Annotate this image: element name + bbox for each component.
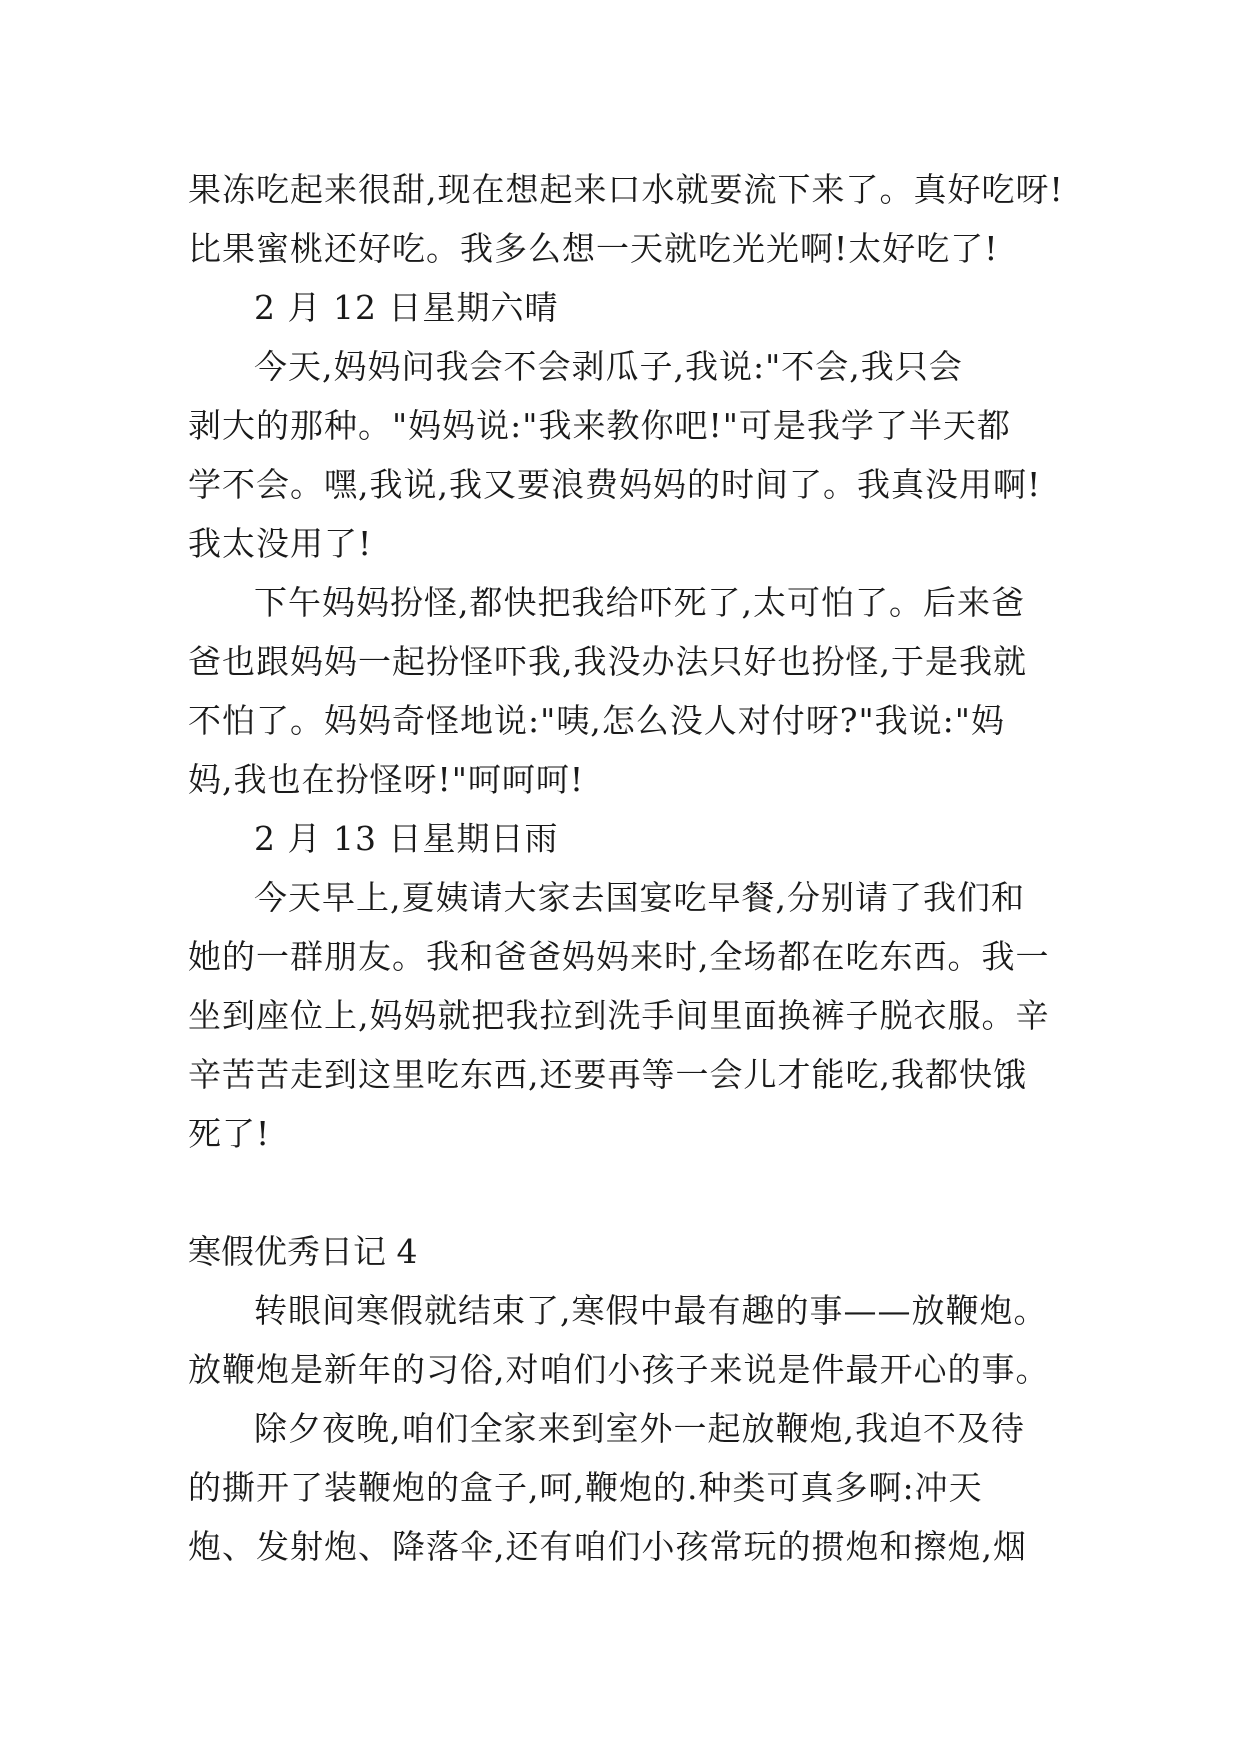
paragraph-line: 转眼间寒假就结束了,寒假中最有趣的事——放鞭炮。 bbox=[254, 1291, 1048, 1330]
paragraph-line: 2 月 12 日星期六晴 bbox=[254, 288, 559, 327]
section-gap bbox=[188, 1163, 1068, 1222]
paragraph-line: 比果蜜桃还好吃。我多么想一天就吃光光啊!太好吃了! bbox=[188, 229, 999, 268]
paragraph-line: 除夕夜晚,咱们全家来到室外一起放鞭炮,我迫不及待 bbox=[254, 1409, 1025, 1448]
paragraph-line: 我太没用了! bbox=[188, 524, 373, 563]
paragraph-line: 爸也跟妈妈一起扮怪吓我,我没办法只好也扮怪,于是我就 bbox=[188, 642, 1027, 681]
document-page bbox=[188, 160, 1068, 1576]
paragraph-line: 的撕开了装鞭炮的盒子,呵,鞭炮的.种类可真多啊:冲天 bbox=[188, 1468, 983, 1507]
paragraph-line: 今天,妈妈问我会不会剥瓜子,我说:"不会,我只会 bbox=[254, 347, 963, 386]
paragraph-line: 死了! bbox=[188, 1114, 271, 1153]
diary-entries bbox=[188, 160, 1068, 1163]
paragraph-line: 坐到座位上,妈妈就把我拉到洗手间里面换裤子脱衣服。辛 bbox=[188, 996, 1050, 1035]
section-title: 寒假优秀日记 4 bbox=[188, 1232, 418, 1271]
paragraph-line: 妈,我也在扮怪呀!"呵呵呵! bbox=[188, 760, 585, 799]
paragraph-line: 下午妈妈扮怪,都快把我给吓死了,太可怕了。后来爸 bbox=[254, 583, 1025, 622]
paragraph-line: 2 月 13 日星期日雨 bbox=[254, 819, 559, 858]
paragraph-line: 辛苦苦走到这里吃东西,还要再等一会儿才能吃,我都快饿 bbox=[188, 1055, 1027, 1094]
paragraph-line: 不怕了。妈妈奇怪地说:"咦,怎么没人对付呀?"我说:"妈 bbox=[188, 701, 1005, 740]
paragraph-line: 学不会。嘿,我说,我又要浪费妈妈的时间了。我真没用啊! bbox=[188, 465, 1042, 504]
paragraph-line: 剥大的那种。"妈妈说:"我来教你吧!"可是我学了半天都 bbox=[188, 406, 1011, 445]
diary-entry-4 bbox=[188, 1281, 1068, 1576]
paragraph-line: 她的一群朋友。我和爸爸妈妈来时,全场都在吃东西。我一 bbox=[188, 937, 1050, 976]
paragraph-line: 炮、发射炮、降落伞,还有咱们小孩常玩的掼炮和擦炮,烟 bbox=[188, 1527, 1027, 1566]
paragraph-line: 放鞭炮是新年的习俗,对咱们小孩子来说是件最开心的事。 bbox=[188, 1350, 1050, 1389]
paragraph-line: 果冻吃起来很甜,现在想起来口水就要流下来了。真好吃呀! bbox=[188, 170, 1064, 209]
paragraph-line: 今天早上,夏姨请大家去国宴吃早餐,分别请了我们和 bbox=[254, 878, 1025, 917]
